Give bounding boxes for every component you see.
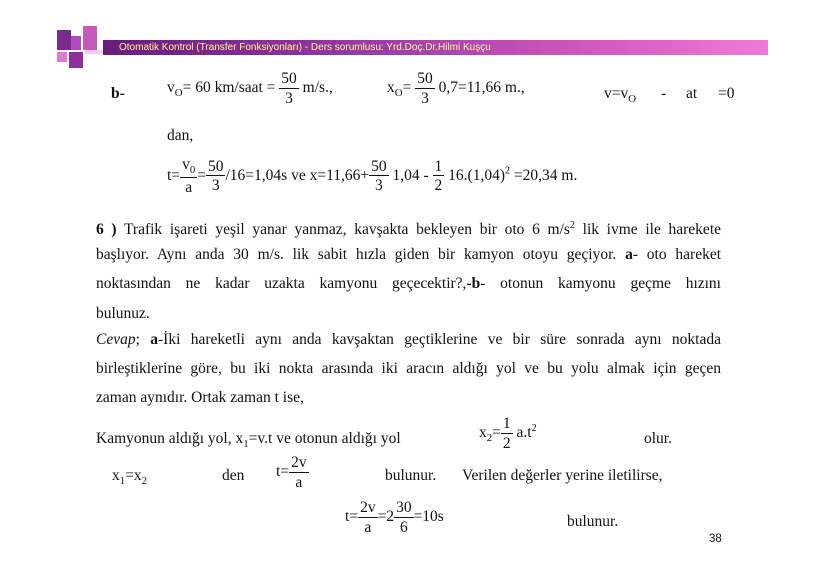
at-term: at: [686, 85, 698, 102]
olur-text: olur.: [644, 430, 672, 447]
time-equation: t= $\frac{v_0}{a}$ = $\frac{50}{3}$ /16=1,04s ve x=11,66+ $\frac{50}{3}$ 1,04 - $\frac{1}{2}$ $16.(1,04)^2 =20,34$ m.: [167, 156, 578, 196]
zero-term: =0: [718, 85, 735, 102]
cevap-line-3: zaman aynıdır. Ortak zaman t ise,: [96, 389, 304, 406]
velocity-equation: $v=v_O$: [604, 85, 637, 106]
dan-text: dan,: [167, 127, 194, 144]
bulunur-text-1: bulunur.: [385, 467, 437, 484]
verilen-text: Verilen değerler yerine iletilirse,: [462, 467, 663, 484]
final-time-equation: t= $\frac{2v}{a}$ =2 $\frac{30}{6}$ =10s: [345, 499, 444, 536]
problem-6-line-3: noktasından ne kadar uzakta kamyonu geçecektir?,-b- otonun kamyonu geçme hızını: [96, 275, 721, 292]
cevap-line-2: birleştiklerine göre, bu iki nokta arasında iki aracın aldığı yol ve bu yolu almak için geçen: [96, 360, 721, 377]
v0-equation: $v_O= 60$ km/saat = $\frac{50}{3}$ m/s.,: [167, 70, 333, 107]
cevap-line-1: Cevap; a-İki hareketli aynı anda kavşaktan geçtiklerine ve bir süre sonrada aynı noktada: [96, 331, 721, 348]
problem-6-line-4: bulunuz.: [96, 305, 150, 322]
bulunur-text-2: bulunur.: [567, 513, 619, 530]
den-text: den: [222, 467, 245, 484]
t-2v-over-a: t= $\frac{2v}{a}$: [276, 454, 307, 491]
minus-sign: -: [661, 85, 667, 102]
x1-equals-x2: $x_1=x_2$: [112, 467, 148, 488]
x0-equation: $x_O=$ $\frac{50}{3}$ 0,7=11,66 m.,: [387, 70, 525, 107]
page-number: 38: [709, 533, 722, 545]
header-title: Otomatik Kontrol (Transfer Fonksiyonları) - Ders sorumlusu: Yrd.Doç.Dr.Hilmi Kuşçu: [119, 42, 491, 53]
problem-6-line-1: 6 ) Trafik işareti yeşil yanar yanmaz, kavşakta bekleyen bir oto 6 $m/s^2$ lik ivme ile harekete: [96, 220, 721, 239]
b-label: b-: [111, 85, 125, 102]
header-logo: [57, 26, 107, 74]
kamyon-distance: Kamyonun aldığı yol, $x_1=v.t$ ve otonun aldığı yol: [96, 430, 401, 451]
problem-6-line-2: başlıyor. Aynı anda 30 m/s. lik sabit hızla giden bir kamyon otoyu geçiyor. a- oto hareket: [96, 246, 722, 263]
x2-equation: $x_2=$ $\frac{1}{2}$ $a.t^2$: [479, 415, 537, 452]
